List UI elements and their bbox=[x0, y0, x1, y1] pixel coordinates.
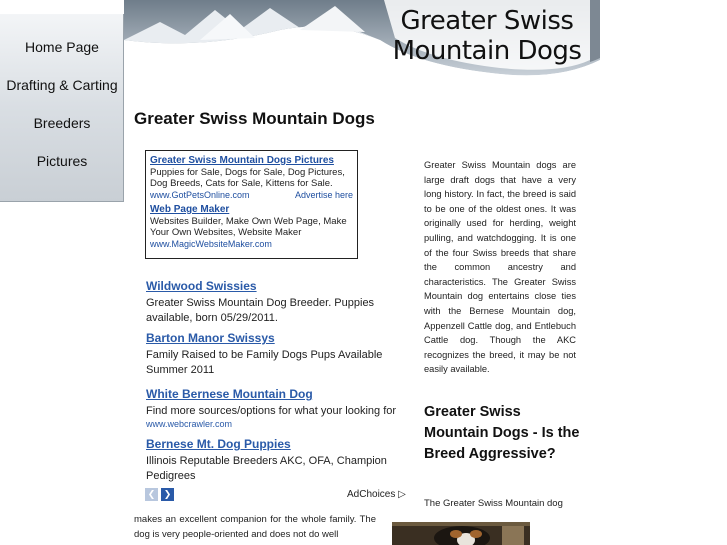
body-text-continued: makes an excellent companion for the whole family. The dog is very people-oriented and does not do well bbox=[134, 514, 376, 540]
nav-item-home-page[interactable]: Home Page bbox=[25, 39, 99, 55]
ad-title-link[interactable]: Greater Swiss Mountain Dogs Pictures bbox=[150, 155, 334, 166]
intro-paragraph: Greater Swiss Mountain dogs are large draft dogs that have a very long history. In fact, the breed is said to be one of the oldest ones. It was originally used for herding, weight pulling, and watchdogging. It is one of the four Swiss breeds that share the common ancestry and characteristics. The Greater Swiss Mountain dog entertains close ties with the Bernese Mountain dog, Appenzell Cattle dog, and Entlebuch Cattle dog. Though the AKC recognizes the breed, it may be not easily available. bbox=[424, 160, 576, 375]
ad-url-link[interactable]: www.MagicWebsiteMaker.com bbox=[150, 238, 272, 249]
listing-title-link[interactable]: Barton Manor Swissys bbox=[146, 331, 275, 345]
listing-description: Find more sources/options for what your looking for bbox=[146, 405, 397, 417]
ad-box bbox=[145, 150, 358, 259]
site-title: Greater Swiss Mountain Dogs bbox=[392, 6, 582, 66]
sponsored-listing bbox=[146, 437, 408, 484]
adchoices-label: AdChoices bbox=[347, 489, 396, 500]
sidebar-nav bbox=[0, 14, 124, 202]
sponsored-listing bbox=[146, 331, 408, 378]
ad-description: Websites Builder, Make Own Web Page, Make Your Own Websites, Website Maker bbox=[150, 215, 347, 238]
ad-unit bbox=[150, 155, 353, 201]
sponsored-listing bbox=[146, 387, 408, 429]
sponsored-listing bbox=[146, 279, 408, 326]
ad-title-link[interactable]: Web Page Maker bbox=[150, 204, 230, 215]
dog-photo bbox=[392, 522, 530, 545]
page-title: Greater Swiss Mountain Dogs bbox=[134, 109, 375, 128]
ad-pagination bbox=[145, 488, 174, 501]
listing-title-link[interactable]: Bernese Mt. Dog Puppies bbox=[146, 437, 291, 451]
nav-item-pictures[interactable]: Pictures bbox=[36, 153, 88, 169]
advertise-here-link[interactable]: Advertise here bbox=[294, 189, 353, 200]
ad-description: Puppies for Sale, Dogs for Sale, Dog Pictures, Dog Breeds, Cats for Sale, Kittens for Sale. bbox=[150, 166, 345, 189]
adchoices-icon: ▷ bbox=[398, 489, 406, 500]
section-heading: Greater Swiss Mountain Dogs - Is the Breed Aggressive? bbox=[424, 404, 580, 462]
nav-item-drafting-carting[interactable]: Drafting & Carting bbox=[6, 77, 118, 93]
listing-title-link[interactable]: Wildwood Swissies bbox=[146, 279, 257, 293]
nav-item-breeders[interactable]: Breeders bbox=[33, 115, 91, 131]
dog-image bbox=[392, 522, 530, 545]
ad-unit bbox=[150, 204, 353, 250]
chevron-left-icon[interactable]: ❮ bbox=[145, 488, 158, 501]
listing-description: Greater Swiss Mountain Dog Breeder. Puppies available, born 05/29/2011. bbox=[146, 297, 375, 324]
listing-title-link[interactable]: White Bernese Mountain Dog bbox=[146, 387, 313, 401]
section-paragraph: The Greater Swiss Mountain dog bbox=[424, 498, 563, 509]
listing-description: Illinois Reputable Breeders AKC, OFA, Champion Pedigrees bbox=[146, 455, 387, 482]
adchoices-link[interactable] bbox=[347, 489, 406, 500]
listing-description: Family Raised to be Family Dogs Pups Available Summer 2011 bbox=[146, 349, 383, 376]
ad-url-link[interactable]: www.GotPetsOnline.com bbox=[150, 189, 250, 200]
listing-url-link[interactable]: www.webcrawler.com bbox=[146, 419, 233, 429]
chevron-right-icon[interactable]: ❯ bbox=[161, 488, 174, 501]
